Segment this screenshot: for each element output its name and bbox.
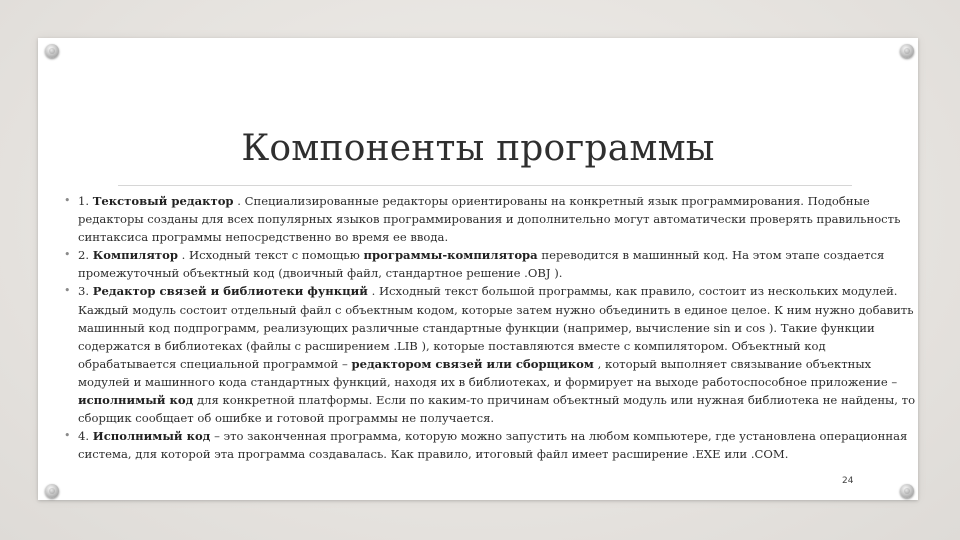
term-text-editor: Текстовый редактор: [92, 194, 234, 208]
list-item: • 2. Компилятор . Исходный текст с помощью программы-компилятора переводится в машинный код. На этом этапе создается промежуточный объектный код (двоичный файл, стандартное решение .OBJ ).: [64, 248, 885, 281]
term-executable-code: исполнимый код: [78, 393, 194, 408]
page-number: 24: [842, 476, 854, 486]
term-executable: Исполнимый код: [92, 429, 211, 444]
list-item: • 1. Текстовый редактор . Специализированные редакторы ориентированы на конкретный язык программирования. Подобные редакторы созданы для всех популярных языков программирования и дополнительно могут автоматически проверять правильность синтаксиса программы непосредственно во время ее ввода.: [64, 194, 901, 245]
bullet-icon: •: [64, 194, 71, 207]
pin-icon: [45, 44, 59, 58]
term-linker-libraries: Редактор связей и библиотеки функций: [92, 284, 368, 299]
bullet-icon: •: [64, 284, 71, 298]
slide-title: Компоненты программы: [241, 128, 715, 170]
bullet-icon: •: [64, 429, 71, 443]
pin-icon: [900, 484, 914, 498]
list-item: • 3. Редактор связей и библиотеки функций . Исходный текст большой программы, как правило, состоит из нескольких модулей. Каждый модуль состоит отдельный файл с объектным кодом, которые затем нужно объединить в единое целое. К ним нужно добавить машинный код подпрограмм, реализующих различные стандартные функции (например, вычисление sin и cos ). Такие функции содержатся в библиотеках (файлы с расширением .LIB ), которые поставляются вместе с компилятором. Объектный код обрабатывается специальной программой – редактором связей или сборщиком , который выполняет связывание объектных модулей и машинного кода стандартных функций, находя их в библиотеках, и формирует на выходе работоспособное приложение – исполнимый код для конкретной платформы. Если по каким-то причинам объектный модуль или нужная библиотека не найдены, то сборщик сообщает об ошибке и готовой программы не получается.: [64, 284, 916, 426]
list-item: • 4. Исполнимый код – это законченная программа, которую можно запустить на любом компьютере, где установлена операционная система, для которой эта программа создавалась. Как правило, итоговый файл имеет расширение .EXE или .COM.: [64, 429, 908, 462]
term-compiler: Компилятор: [92, 248, 178, 263]
bullet-list: [64, 192, 916, 463]
bullet-icon: •: [64, 248, 71, 262]
pin-icon: [45, 484, 59, 498]
term-compiler-program: программы-компилятора: [363, 248, 538, 263]
title-divider: [118, 185, 852, 186]
term-linker: редактором связей или сборщиком: [351, 356, 594, 371]
pin-icon: [900, 44, 914, 58]
